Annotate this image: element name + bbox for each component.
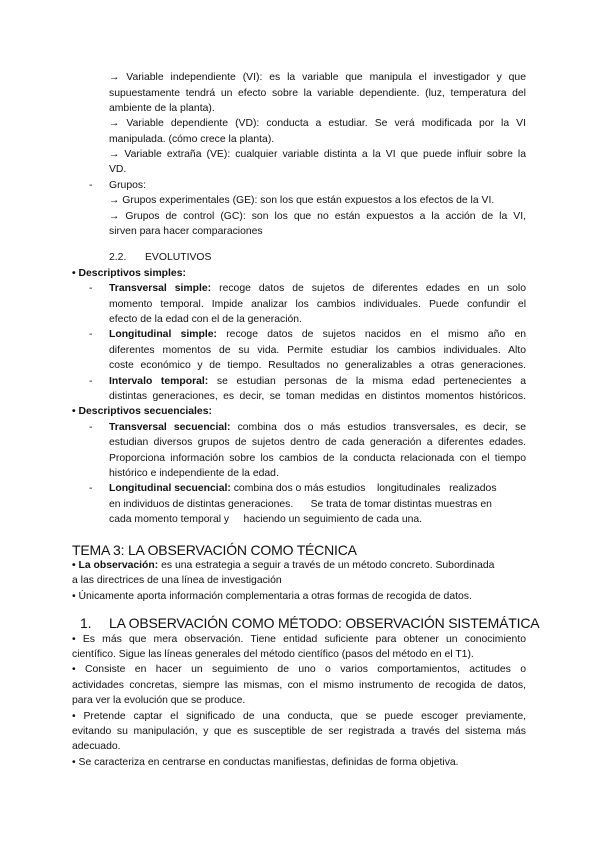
section-title: EVOLUTIVOS xyxy=(145,252,212,263)
grupos-ge: → Grupos experimentales (GE): son los que están expuestos a los efectos de la VI. xyxy=(109,195,495,206)
term: Transversal simple: xyxy=(109,283,212,294)
vi-line: → Variable independiente (VI): es la variable que manipula el investigador y que xyxy=(109,72,526,83)
term: Longitudinal secuencial: xyxy=(109,483,231,494)
definition: combina dos o más estudios longitudinales realizados xyxy=(233,483,497,494)
grupos-gc: → Grupos de control (GC): son los que no están expuestos a la acción de la VI, xyxy=(109,211,526,222)
list-bullet: - xyxy=(89,483,93,494)
list-item xyxy=(109,281,526,297)
list-item-line: distintas generaciones, es decir, se toman medidas en distintos momentos históricos. xyxy=(109,391,526,402)
section-title: LA OBSERVACIÓN COMO MÉTODO: OBSERVACIÓN SISTEMÁTICA xyxy=(109,615,540,631)
vd-line: → Variable dependiente (VD): conducta a estudiar. Se verá modificada por la VI xyxy=(109,118,526,129)
list-item-line: efecto de la edad con el de la generación. xyxy=(109,314,302,325)
vi-line: supuestamente tendrá un efecto sobre la variable dependiente. (luz, temperatura del xyxy=(109,88,526,99)
grupos-gc: sirven para hacer comparaciones xyxy=(109,226,263,237)
definition: recoge datos de sujetos de diferentes edades en un solo xyxy=(219,283,527,294)
ve-line: → Variable extraña (VE): cualquier variable distinta a la VI que puede influir sobre la xyxy=(109,149,526,160)
term: • La observación: xyxy=(72,560,159,571)
grupos-bullet: - xyxy=(89,180,93,191)
term: Transversal secuencial: xyxy=(109,422,231,433)
list-bullet: - xyxy=(89,376,93,387)
list-bullet: - xyxy=(89,329,93,340)
definition: se estudian personas de la misma edad pertenecientes a xyxy=(216,376,526,387)
definition: recoge datos de sujetos nacidos en el mismo año en xyxy=(226,329,526,340)
paragraph-line: adecuado. xyxy=(72,741,121,752)
list-item-line: estudian diversos grupos de sujetos dentro de cada generación a diferentes edades. xyxy=(109,437,526,448)
definition: combina dos o más estudios transversales, es decir, se xyxy=(237,422,526,433)
term: Longitudinal simple: xyxy=(109,329,217,340)
list-item-line: coste económico y de tiempo. Resultados no generalizables a otras generaciones. xyxy=(109,360,526,371)
list-item-line: histórico e independiente de la edad. xyxy=(109,468,279,479)
subheading-secuenciales: • Descriptivos secuenciales: xyxy=(72,406,212,417)
list-item-line: Proporciona información sobre los cambios de la conducta relacionada con el tiempo xyxy=(109,453,526,464)
ve-line: VD. xyxy=(109,164,127,175)
section-number: 2.2. xyxy=(109,252,127,263)
list-item xyxy=(109,327,526,343)
list-item xyxy=(109,374,526,390)
paragraph-line xyxy=(72,558,494,574)
definition: es una estrategia a seguir a través de un método concreto. Subordinada xyxy=(161,560,495,571)
subheading-simples: • Descriptivos simples: xyxy=(72,268,186,279)
term: Intervalo temporal: xyxy=(109,376,209,387)
paragraph-line: • Se caracteriza en centrarse en conductas manifiestas, definidas de forma objetiva. xyxy=(72,757,459,768)
paragraph-line: • Únicamente aporta información complementaria a otras formas de recogida de datos. xyxy=(72,591,472,602)
list-bullet: - xyxy=(89,283,93,294)
list-item-line: en individuos de distintas generaciones. Se trata de tomar distintas muestras en xyxy=(109,499,492,510)
paragraph-line: a las directrices de una línea de investigación xyxy=(72,575,282,586)
vi-line: ambiente de la planta). xyxy=(109,103,215,114)
list-item xyxy=(109,481,497,497)
list-bullet: - xyxy=(89,422,93,433)
paragraph-line: evitando su manipulación, y que es susceptible de ser registrada a través del sistema más xyxy=(72,726,526,737)
list-item-line: cada momento temporal y haciendo un seguimiento de cada una. xyxy=(109,514,423,525)
paragraph-line: científico. Sigue las líneas generales del método científico (pasos del método en el T1). xyxy=(72,649,474,660)
list-item-line: diferentes momentos de su vida. Permite estudiar los cambios individuales. Alto xyxy=(109,345,526,356)
list-item xyxy=(109,420,526,436)
chapter-title: TEMA 3: LA OBSERVACIÓN COMO TÉCNICA xyxy=(72,542,357,558)
vd-line: manipulada. (cómo crece la planta). xyxy=(109,134,275,145)
paragraph-line: • Es más que mera observación. Tiene entidad suficiente para obtener un conocimiento xyxy=(72,634,526,645)
paragraph-line: • Pretende captar el significado de una conducta, que se puede escoger previamente, xyxy=(72,711,526,722)
grupos-label: Grupos: xyxy=(109,180,146,191)
list-item-line: momento temporal. Impide analizar los cambios individuales. Puede confundir el xyxy=(109,299,526,310)
paragraph-line: para ver la evolución que se produce. xyxy=(72,695,246,706)
paragraph-line: • Consiste en hacer un seguimiento de uno o varios comportamientos, actitudes o xyxy=(72,664,526,675)
section-number: 1. xyxy=(80,615,92,631)
paragraph-line: actividades concretas, siempre las mismas, con el mismo instrumento de recogida de datos, xyxy=(72,680,526,691)
